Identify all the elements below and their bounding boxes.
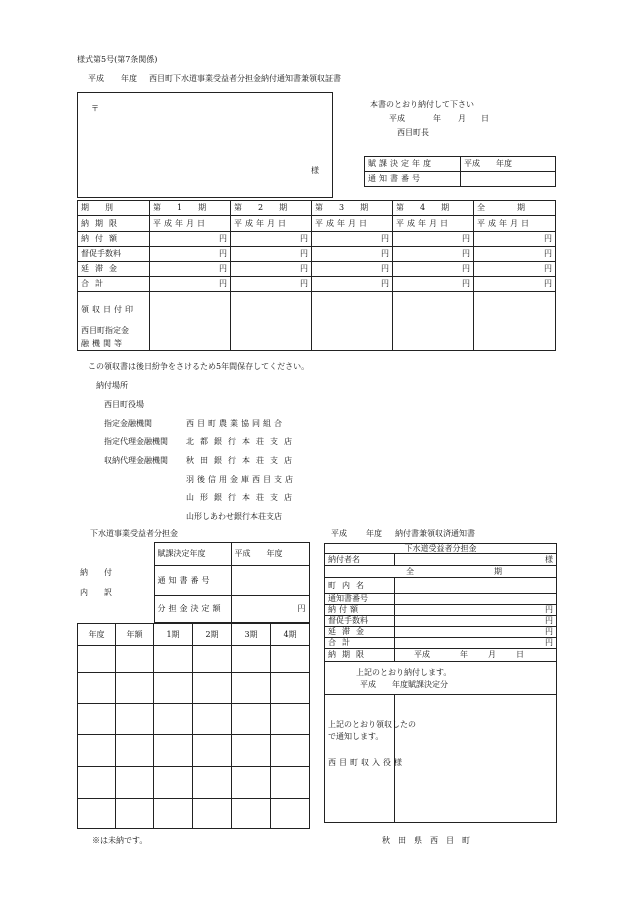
receipt-paid-line1: 上記のとおり納付します。 <box>356 668 452 677</box>
yen-cell: 円 <box>474 262 556 277</box>
receipt-row-fee: 督促手数料 <box>325 616 395 627</box>
address-sama: 様 <box>311 166 319 175</box>
receipt-stamp-area <box>395 695 557 823</box>
bank-name-6: 山形しあわせ銀行本荘支店 <box>186 512 282 521</box>
stub-cell <box>271 704 310 735</box>
stub-amount-yen: 円 <box>231 596 309 623</box>
stub-cell <box>193 767 232 799</box>
yen-cell: 円 <box>312 262 393 277</box>
period-1-header: 第 1 期 <box>150 201 231 216</box>
receipt-row-payment: 納付額 <box>325 605 395 616</box>
deadline-all: 平成年月日 <box>474 216 556 232</box>
mayor-signature: 西目町長 <box>397 128 429 137</box>
receipt-recv-line3: 西目町収入役様 <box>328 758 405 767</box>
yen-cell: 円 <box>312 232 393 247</box>
receipt-paid-line2: 平成 年度賦課決定分 <box>360 680 448 689</box>
assess-year-label: 賦課決定年度 <box>365 157 461 172</box>
stub-cell <box>78 704 116 735</box>
stub-cell <box>193 799 232 829</box>
stub-cell <box>78 799 116 829</box>
deadline-2: 平成年月日 <box>231 216 312 232</box>
receipt-deadline-month: 月 <box>488 650 496 659</box>
stub-cell <box>271 735 310 767</box>
stub-cell <box>232 646 271 673</box>
receipt-yen: 円 <box>395 605 557 616</box>
stub-cell <box>78 673 116 704</box>
stub-naiyaku: 内 訳 <box>80 587 112 597</box>
stub-col-p2: 2期 <box>193 624 232 646</box>
bank-name-2: 北都銀行本荘支店 <box>186 437 298 446</box>
deadline-label: 納期限 <box>78 216 150 232</box>
stub-assess-value: 平成 年度 <box>231 543 309 566</box>
payment-place-heading: 納付場所 <box>96 381 128 390</box>
yen-cell: 円 <box>231 232 312 247</box>
stub-cell <box>193 704 232 735</box>
receipt-deadline-value <box>395 649 557 662</box>
bank-label-2: 指定代理金融機関 <box>104 437 168 446</box>
stub-cell <box>271 646 310 673</box>
retention-note: この領収書は後日紛争をさけるため5年間保存してください。 <box>88 362 310 371</box>
stamp-cell <box>150 292 231 351</box>
deadline-1: 平成年月日 <box>150 216 231 232</box>
stub-cell <box>193 673 232 704</box>
receipt-table <box>324 543 557 823</box>
deadline-4: 平成年月日 <box>393 216 474 232</box>
stamp-cell <box>393 292 474 351</box>
yen-cell: 円 <box>150 262 231 277</box>
notice-date-day: 日 <box>481 114 489 123</box>
yen-cell: 円 <box>393 277 474 292</box>
stub-cell <box>154 735 193 767</box>
yen-cell: 円 <box>150 247 231 262</box>
receipt-recv-line2: で通知します。 <box>328 732 384 741</box>
receipt-notice-value <box>395 594 557 605</box>
receipt-row-total: 合計 <box>325 638 395 649</box>
row-label-payment: 納付額 <box>78 232 150 247</box>
postal-mark: 〒 <box>91 104 99 113</box>
form-number: 様式第5号(第7条関係) <box>77 55 158 64</box>
installment-table <box>77 200 556 351</box>
receipt-title: 納付書兼領収済通知書 <box>395 529 475 538</box>
stub-cell <box>154 799 193 829</box>
bank-name-5: 山形銀行本荘支店 <box>186 493 298 502</box>
receipt-row-notice-no: 通知書番号 <box>325 594 395 605</box>
receipt-title-year: 年度 <box>366 529 382 538</box>
stub-cell <box>193 646 232 673</box>
receipt-deadline-label: 納期限 <box>325 649 395 662</box>
stub-cell <box>232 799 271 829</box>
notice-date-month: 月 <box>458 114 466 123</box>
receipt-recv-line1: 上記のとおり領収したの <box>328 720 416 729</box>
stub-col-p1: 1期 <box>154 624 193 646</box>
yen-cell: 円 <box>150 277 231 292</box>
stub-cell <box>271 767 310 799</box>
stub-cell <box>78 646 116 673</box>
receipt-deadline-year: 年 <box>460 650 468 659</box>
period-2-header: 第 2 期 <box>231 201 312 216</box>
receipt-title-era: 平成 <box>331 529 347 538</box>
bank-name-3: 秋田銀行本荘支店 <box>186 456 298 465</box>
receipt-stamp-label <box>78 292 150 351</box>
period-header: 期 別 <box>78 201 150 216</box>
notice-text: 本書のとおり納付して下さい <box>370 100 474 109</box>
payer-label: 納付者名 <box>325 554 395 566</box>
yen-cell: 円 <box>474 247 556 262</box>
prefecture-footer: 秋 田 県 西 目 町 <box>382 836 470 845</box>
stamp-cell <box>231 292 312 351</box>
bank-label-1: 指定金融機関 <box>104 419 152 428</box>
stub-cell <box>78 735 116 767</box>
receipt-row-delay: 延滞金 <box>325 627 395 638</box>
yen-cell: 円 <box>474 232 556 247</box>
receipt-yen: 円 <box>395 638 557 649</box>
receipt-subject: 下水道受益者分担金 <box>325 544 557 554</box>
yen-cell: 円 <box>393 262 474 277</box>
unpaid-footnote: ※は未納です。 <box>92 836 148 845</box>
stub-assess-label: 賦課決定年度 <box>154 543 231 566</box>
stub-cell <box>232 704 271 735</box>
stub-amount-label: 分担金決定額 <box>154 596 231 623</box>
yen-cell: 円 <box>474 277 556 292</box>
yen-cell: 円 <box>150 232 231 247</box>
stub-cell <box>116 799 154 829</box>
stub-cell <box>232 673 271 704</box>
receipt-received-block <box>325 695 416 823</box>
receipt-ki: 期 <box>494 566 502 576</box>
stub-cell <box>116 646 154 673</box>
bank-label-3: 収納代理金融機関 <box>104 456 168 465</box>
receipt-deadline-era: 平成 <box>414 650 430 659</box>
header-year: 年度 <box>121 74 137 83</box>
yen-cell: 円 <box>312 277 393 292</box>
receipt-yen: 円 <box>395 616 557 627</box>
stub-cell <box>193 735 232 767</box>
assessment-table <box>364 156 556 187</box>
stub-summary-table <box>77 542 310 623</box>
stub-col-year: 年度 <box>78 624 116 646</box>
stub-nofu-label <box>77 543 154 623</box>
bank-name-1: 西目町農業協同組合 <box>186 419 285 428</box>
deadline-3: 平成年月日 <box>312 216 393 232</box>
notice-no-value <box>461 172 556 187</box>
row-label-fee: 督促手数料 <box>78 247 150 262</box>
receipt-zen-ki <box>325 566 557 578</box>
receipt-stamp-line2: 西目町指定金 <box>81 325 129 335</box>
header-era: 平成 <box>88 74 104 83</box>
stub-cell <box>154 673 193 704</box>
receipt-stamp-line3: 融機関等 <box>81 338 125 348</box>
stub-installment-table <box>77 623 310 829</box>
stub-cell <box>154 646 193 673</box>
notice-date-year: 年 <box>433 114 441 123</box>
stub-cell <box>154 767 193 799</box>
notice-date-era: 平成 <box>389 114 405 123</box>
stub-nofu: 納 付 <box>80 568 112 578</box>
payer-sama: 様 <box>395 554 557 566</box>
row-label-total: 合計 <box>78 277 150 292</box>
period-4-header: 第 4 期 <box>393 201 474 216</box>
yen-cell: 円 <box>312 247 393 262</box>
yen-cell: 円 <box>231 277 312 292</box>
receipt-row-town: 町内名 <box>325 578 395 594</box>
receipt-yen: 円 <box>395 627 557 638</box>
stamp-cell <box>474 292 556 351</box>
receipt-zen: 全 <box>406 566 414 576</box>
stub-cell <box>154 704 193 735</box>
assess-year-value: 平成 年度 <box>461 157 556 172</box>
stub-col-p4: 4期 <box>271 624 310 646</box>
yen-cell: 円 <box>393 247 474 262</box>
period-all-header: 全 期 <box>474 201 556 216</box>
stub-cell <box>116 673 154 704</box>
yen-cell: 円 <box>231 262 312 277</box>
stub-title: 下水道事業受益者分担金 <box>90 529 178 538</box>
receipt-stamp-line1: 領収日付印 <box>81 305 136 314</box>
receipt-paid-block <box>325 662 557 695</box>
stub-cell <box>232 735 271 767</box>
stub-cell <box>116 767 154 799</box>
receipt-deadline-day: 日 <box>516 650 524 659</box>
receipt-town-value <box>395 578 557 594</box>
stub-notice-label: 通知書番号 <box>154 566 231 596</box>
stub-cell <box>271 799 310 829</box>
address-box <box>77 92 333 198</box>
stamp-cell <box>312 292 393 351</box>
stub-notice-value <box>231 566 309 596</box>
stub-cell <box>232 767 271 799</box>
period-3-header: 第 3 期 <box>312 201 393 216</box>
stub-cell <box>116 735 154 767</box>
stub-cell <box>116 704 154 735</box>
notice-no-label: 通知書番号 <box>365 172 461 187</box>
yen-cell: 円 <box>393 232 474 247</box>
stub-col-p3: 3期 <box>232 624 271 646</box>
town-office: 西目町役場 <box>104 400 144 409</box>
stub-cell <box>271 673 310 704</box>
document-title: 西目町下水道事業受益者分担金納付通知書兼領収証書 <box>149 74 341 83</box>
stub-cell <box>78 767 116 799</box>
row-label-delay: 延滞金 <box>78 262 150 277</box>
stub-col-annual: 年額 <box>116 624 154 646</box>
yen-cell: 円 <box>231 247 312 262</box>
bank-name-4: 羽後信用金庫西目支店 <box>186 475 296 484</box>
